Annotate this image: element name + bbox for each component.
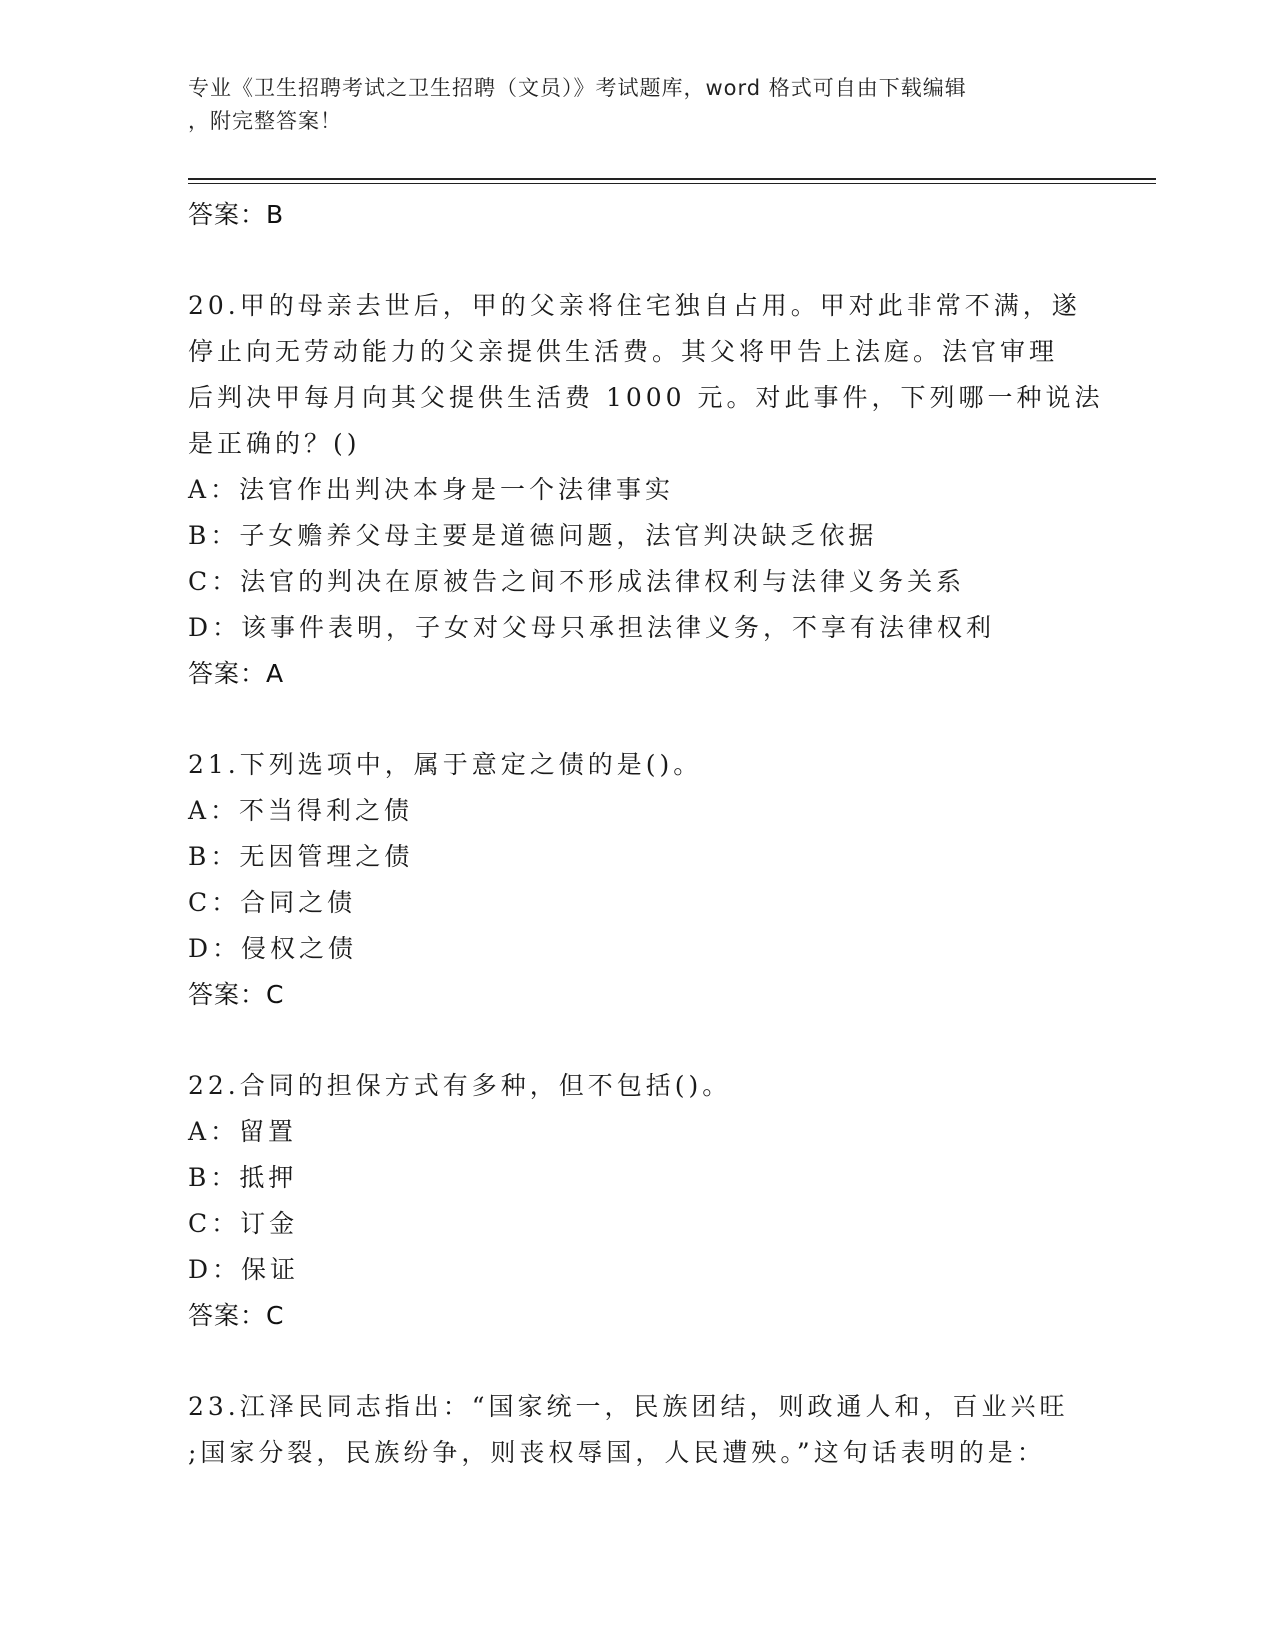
option-b: B：抵押 bbox=[188, 1163, 298, 1192]
question-stem-line: 停止向无劳动能力的父亲提供生活费。其父将甲告上法庭。法官审理 bbox=[188, 337, 1059, 366]
question-20 bbox=[188, 283, 1104, 697]
option-b: B：子女赡养父母主要是道德问题，法官判决缺乏依据 bbox=[188, 521, 878, 550]
option-c: C：订金 bbox=[188, 1209, 299, 1238]
spacer bbox=[188, 1339, 1088, 1384]
option-a: A：法官作出判决本身是一个法律事实 bbox=[188, 475, 675, 504]
option-d: D：侵权之债 bbox=[188, 934, 358, 963]
question-stem-line: 是正确的？() bbox=[188, 429, 361, 458]
question-stem: 22.合同的担保方式有多种，但不包括()。 bbox=[188, 1071, 732, 1100]
question-list bbox=[188, 192, 1104, 1476]
question-23 bbox=[188, 1384, 1088, 1476]
answer-label: 答案：A bbox=[188, 659, 285, 688]
document-header bbox=[188, 72, 1068, 138]
spacer bbox=[188, 238, 1088, 283]
spacer bbox=[188, 697, 1088, 742]
option-d: D：保证 bbox=[188, 1255, 300, 1284]
option-d: D：该事件表明，子女对父母只承担法律义务，不享有法律权利 bbox=[188, 613, 996, 642]
question-stem-line: 20.甲的母亲去世后，甲的父亲将住宅独自占用。甲对此非常不满，遂 bbox=[188, 291, 1081, 320]
header-divider-thin bbox=[188, 183, 1156, 184]
spacer bbox=[188, 1018, 1088, 1063]
header-line-2: ，附完整答案！ bbox=[188, 109, 342, 133]
option-b: B：无因管理之债 bbox=[188, 842, 414, 871]
question-stem-line: 23.江泽民同志指出：“国家统一，民族团结，则政通人和，百业兴旺 bbox=[188, 1392, 1069, 1421]
question-stem-line: 后判决甲每月向其父提供生活费 1000 元。对此事件，下列哪一种说法 bbox=[188, 383, 1104, 412]
previous-answer: 答案：B bbox=[188, 200, 285, 229]
question-22 bbox=[188, 1063, 1088, 1339]
option-a: A：留置 bbox=[188, 1117, 298, 1146]
answer-label: 答案：C bbox=[188, 980, 285, 1009]
header-divider-thick bbox=[188, 178, 1156, 180]
option-a: A：不当得利之债 bbox=[188, 796, 414, 825]
answer-label: 答案：C bbox=[188, 1301, 285, 1330]
question-stem-line: ;国家分裂，民族纷争，则丧权辱国，人民遭殃。”这句话表明的是： bbox=[188, 1438, 1046, 1467]
question-21 bbox=[188, 742, 1088, 1018]
option-c: C：法官的判决在原被告之间不形成法律权利与法律义务关系 bbox=[188, 567, 966, 596]
question-stem: 21.下列选项中，属于意定之债的是()。 bbox=[188, 750, 703, 779]
header-line-1: 专业《卫生招聘考试之卫生招聘（文员）》考试题库，word 格式可自由下载编辑 bbox=[188, 76, 967, 100]
option-c: C：合同之债 bbox=[188, 888, 357, 917]
